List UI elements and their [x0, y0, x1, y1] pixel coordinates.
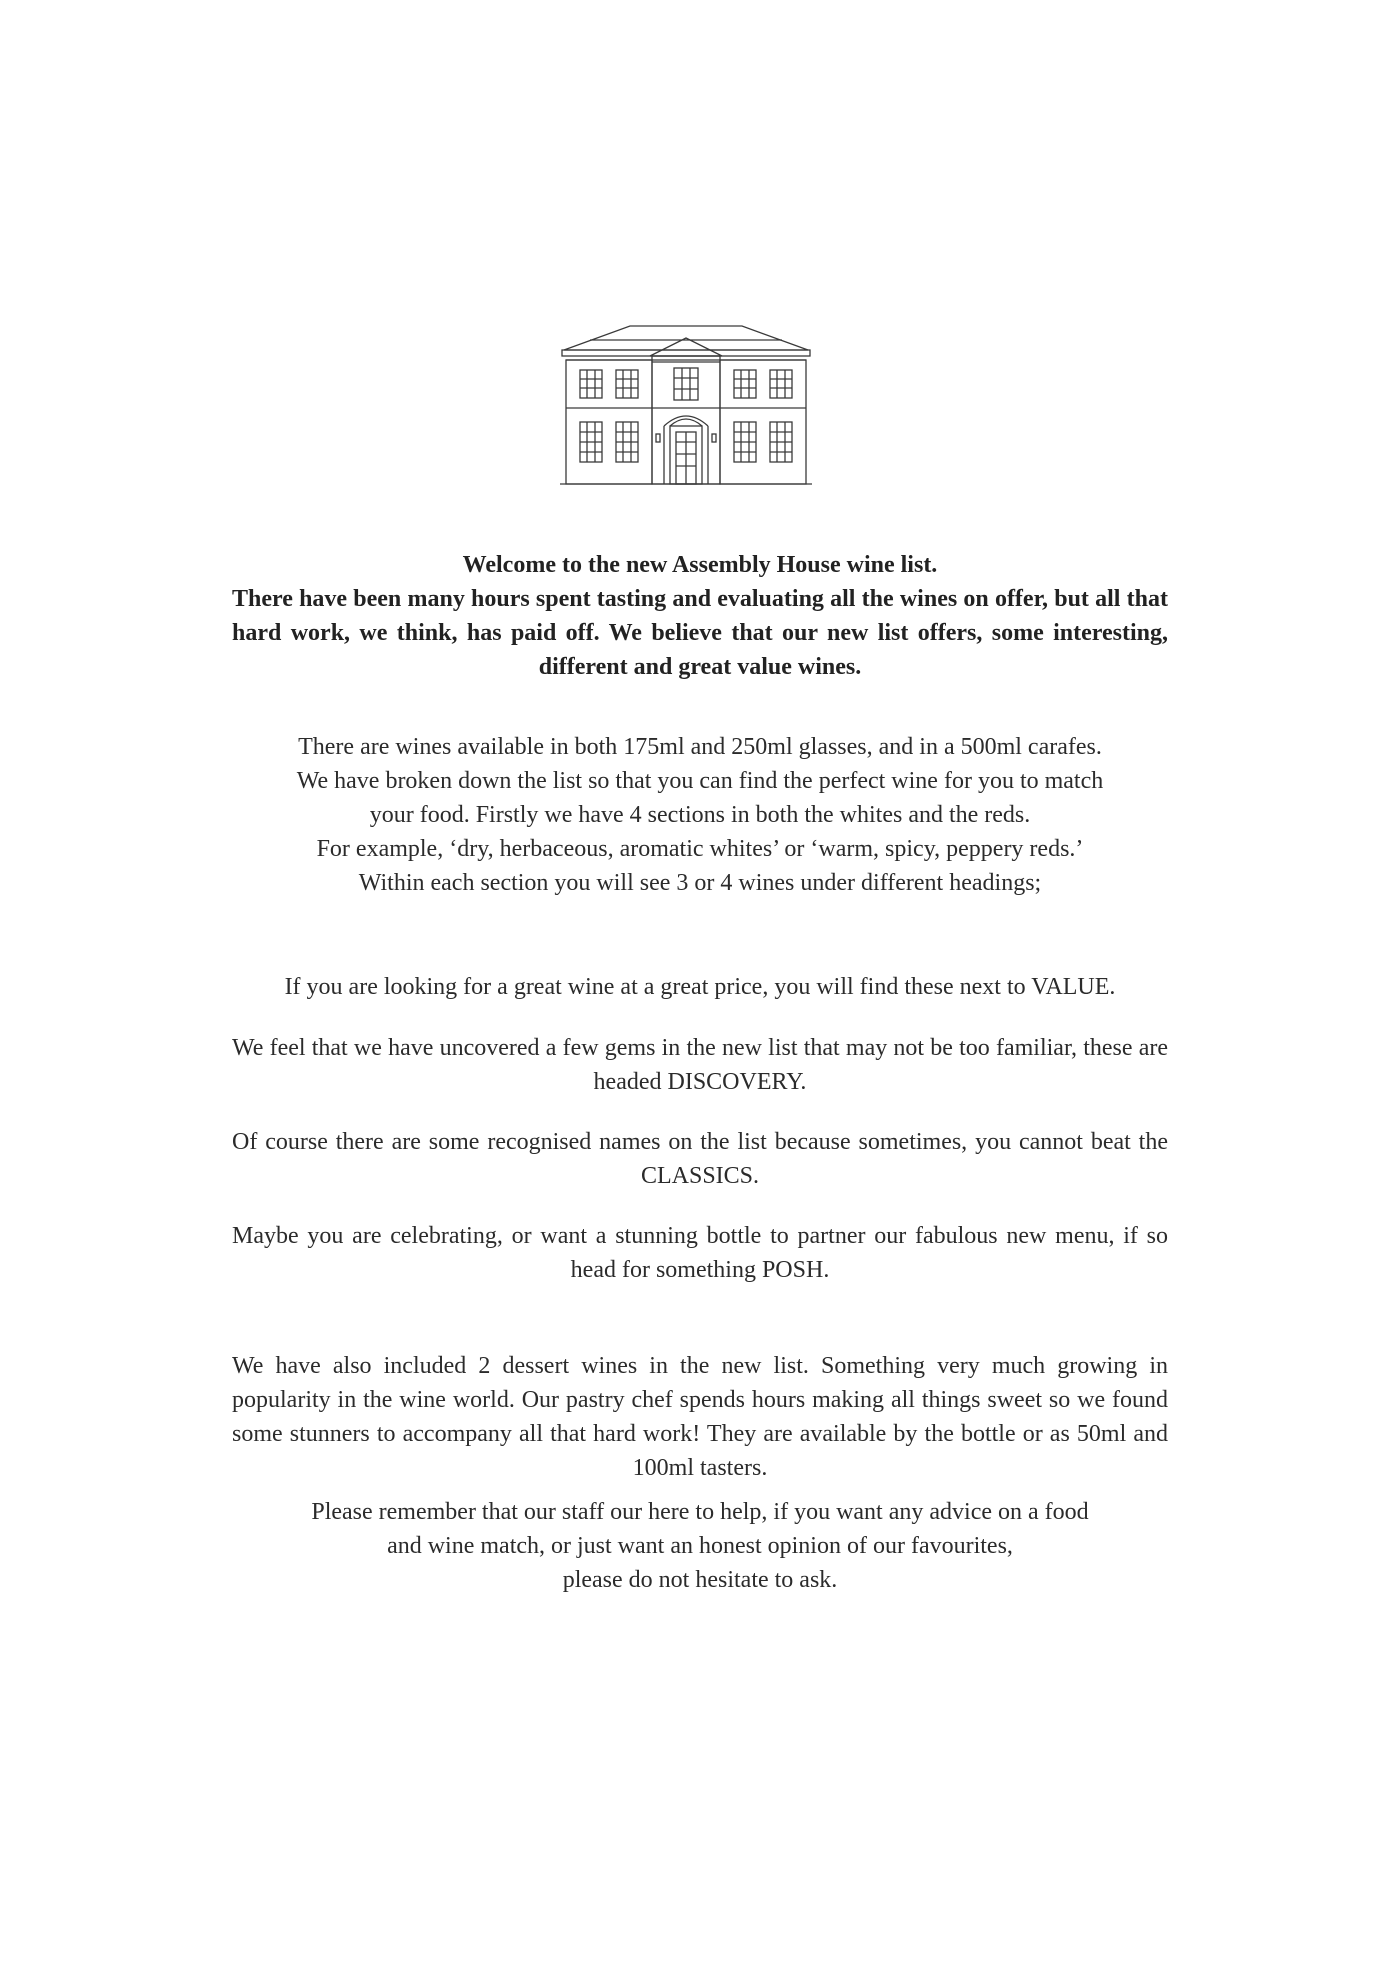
glasses-line: your food. Firstly we have 4 sections in both the whites and the reds.: [369, 802, 1031, 828]
assembly-house-logo-icon: [560, 322, 812, 486]
posh-paragraph: Maybe you are celebrating, or want a stunning bottle to partner our fabulous new menu, if so head for something POSH.: [232, 1223, 1168, 1283]
discovery-paragraph: We feel that we have uncovered a few gems in the new list that may not be too familiar, these are headed DISCOVERY.: [232, 1035, 1168, 1095]
staff-line: please do not hesitate to ask.: [562, 1567, 838, 1593]
staff-paragraph: [232, 1495, 1168, 1597]
intro-paragraph: [232, 548, 1168, 684]
glasses-line: For example, ‘dry, herbaceous, aromatic whites’ or ‘warm, spicy, peppery reds.’: [316, 836, 1084, 862]
glasses-line: We have broken down the list so that you can find the perfect wine for you to match: [296, 768, 1104, 794]
staff-line: and wine match, or just want an honest opinion of our favourites,: [387, 1533, 1013, 1559]
dessert-paragraph: We have also included 2 dessert wines in the new list. Something very much growing in popularity in the wine world. Our pastry chef spends hours making all things sweet so we found some stunners to accompany all that hard work! They are available by the bottle or as 50ml and 100ml tasters.: [232, 1353, 1168, 1481]
glasses-line: There are wines available in both 175ml and 250ml glasses, and in a 500ml carafes.: [298, 734, 1102, 760]
staff-line: Please remember that our staff our here to help, if you want any advice on a food: [311, 1499, 1089, 1525]
glasses-line: Within each section you will see 3 or 4 wines under different headings;: [358, 870, 1042, 896]
intro-title: Welcome to the new Assembly House wine list.: [462, 552, 938, 578]
wine-list-introduction: [232, 548, 1168, 1597]
value-paragraph: If you are looking for a great wine at a great price, you will find these next to VALUE.: [284, 974, 1116, 1000]
intro-text: There have been many hours spent tasting and evaluating all the wines on offer, but all that hard work, we think, has paid off. We believe that our new list offers, some interesting, different and great value wines.: [232, 586, 1168, 680]
glasses-paragraph: [232, 730, 1168, 900]
classics-paragraph: Of course there are some recognised names on the list because sometimes, you cannot beat the CLASSICS.: [232, 1129, 1168, 1189]
